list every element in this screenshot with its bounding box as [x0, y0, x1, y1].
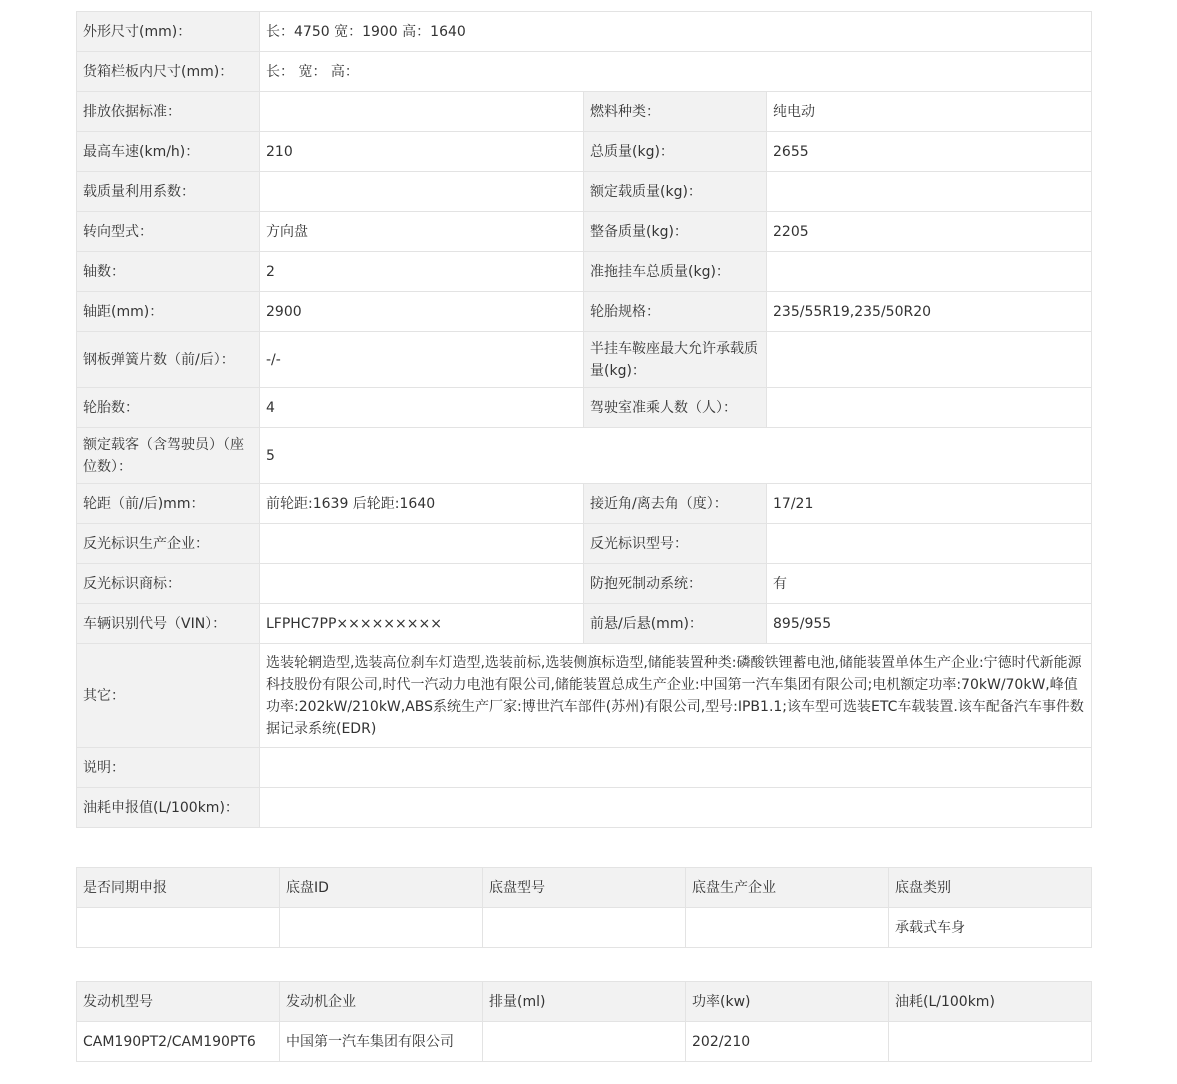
tirecount-label: 轮胎数： [77, 388, 260, 428]
steering-label: 转向型式： [77, 212, 260, 252]
chassis-header-row [77, 868, 1092, 908]
chassis-table [76, 867, 1092, 948]
spec-row-fuelcons [77, 788, 1092, 828]
curbmass-value: 2205 [767, 212, 1092, 252]
tirecount-value: 4 [260, 388, 584, 428]
tire-value: 235/55R19,235/50R20 [767, 292, 1092, 332]
abs-value: 有 [767, 564, 1092, 604]
ratedload-value [767, 172, 1092, 212]
chassis-cell: 承载式车身 [889, 908, 1092, 948]
refmodel-label: 反光标识型号： [584, 524, 767, 564]
engine-header-cell: 排量(ml) [483, 982, 686, 1022]
axles-label: 轴数： [77, 252, 260, 292]
seats-value: 5 [260, 428, 1092, 484]
refmaker-value [260, 524, 584, 564]
saddle-label: 半挂车鞍座最大允许承载质量(kg)： [584, 332, 767, 388]
cargo-label: 货箱栏板内尺寸(mm)： [77, 52, 260, 92]
spec-row-seats [77, 428, 1092, 484]
dims-label: 外形尺寸(mm)： [77, 12, 260, 52]
fuelcons-value [260, 788, 1092, 828]
spec-row-track [77, 484, 1092, 524]
spec-table [76, 11, 1092, 828]
chassis-cell [280, 908, 483, 948]
spec-row-refmaker [77, 524, 1092, 564]
spec-row-emission [77, 92, 1092, 132]
emission-value [260, 92, 584, 132]
engine-data-row [77, 1022, 1092, 1062]
totalmass-label: 总质量(kg)： [584, 132, 767, 172]
curbmass-label: 整备质量(kg)： [584, 212, 767, 252]
chassis-header-cell: 底盘ID [280, 868, 483, 908]
chassis-header-cell: 底盘型号 [483, 868, 686, 908]
fuelcons-label: 油耗申报值(L/100km)： [77, 788, 260, 828]
engine-cell: 202/210 [686, 1022, 889, 1062]
chassis-cell [686, 908, 889, 948]
engine-cell [483, 1022, 686, 1062]
maxspeed-label: 最高车速(km/h)： [77, 132, 260, 172]
spec-row-refbrand [77, 564, 1092, 604]
angle-label: 接近角/离去角（度）： [584, 484, 767, 524]
spec-row-tirecount [77, 388, 1092, 428]
refbrand-value [260, 564, 584, 604]
trailer-value [767, 252, 1092, 292]
totalmass-value: 2655 [767, 132, 1092, 172]
spring-label: 钢板弹簧片数（前/后）： [77, 332, 260, 388]
chassis-cell [483, 908, 686, 948]
chassis-header-cell: 底盘生产企业 [686, 868, 889, 908]
loadcoef-label: 载质量利用系数： [77, 172, 260, 212]
note-value [260, 748, 1092, 788]
note-label: 说明： [77, 748, 260, 788]
overhang-value: 895/955 [767, 604, 1092, 644]
tire-label: 轮胎规格： [584, 292, 767, 332]
loadcoef-value [260, 172, 584, 212]
spec-row-load [77, 172, 1092, 212]
wheelbase-value: 2900 [260, 292, 584, 332]
spec-row-vin [77, 604, 1092, 644]
engine-cell [889, 1022, 1092, 1062]
spec-row-wheelbase [77, 292, 1092, 332]
spec-row-other [77, 644, 1092, 748]
spec-row-spring [77, 332, 1092, 388]
track-value: 前轮距:1639 后轮距:1640 [260, 484, 584, 524]
vin-label: 车辆识别代号（VIN）： [77, 604, 260, 644]
refbrand-label: 反光标识商标： [77, 564, 260, 604]
refmodel-value [767, 524, 1092, 564]
vin-value: LFPHC7PP××××××××× [260, 604, 584, 644]
engine-header-cell: 发动机企业 [280, 982, 483, 1022]
engine-header-row [77, 982, 1092, 1022]
engine-cell: CAM190PT2/CAM190PT6 [77, 1022, 280, 1062]
axles-value: 2 [260, 252, 584, 292]
refmaker-label: 反光标识生产企业： [77, 524, 260, 564]
emission-label: 排放依据标准： [77, 92, 260, 132]
steering-value: 方向盘 [260, 212, 584, 252]
other-label: 其它： [77, 644, 260, 748]
seats-label: 额定载客（含驾驶员）（座位数）： [77, 428, 260, 484]
other-value: 选装轮辋造型,选装高位刹车灯造型,选装前标,选装侧旗标造型,储能装置种类:磷酸铁锂蓄电池,储能装置单体生产企业:宁德时代新能源科技股份有限公司,时代一汽动力电池有限公司,储能装置总成生产企业:中国第一汽车集团有限公司;电机额定功率:70kW/70kW,峰值功率:202kW/210kW,ABS系统生产厂家:博世汽车部件(苏州)有限公司,型号:IPB1.1;该车型可选装ETC车载装置.该车配备汽车事件数据记录系统(EDR) [260, 644, 1092, 748]
dims-value: 长：4750 宽：1900 高：1640 [260, 12, 1092, 52]
spec-row-dims [77, 12, 1092, 52]
trailer-label: 准拖挂车总质量(kg)： [584, 252, 767, 292]
fuel-label: 燃料种类： [584, 92, 767, 132]
spec-row-steering [77, 212, 1092, 252]
cab-value [767, 388, 1092, 428]
overhang-label: 前悬/后悬(mm)： [584, 604, 767, 644]
chassis-cell [77, 908, 280, 948]
spec-row-cargo [77, 52, 1092, 92]
engine-cell: 中国第一汽车集团有限公司 [280, 1022, 483, 1062]
cargo-value: 长： 宽： 高： [260, 52, 1092, 92]
spec-row-axles [77, 252, 1092, 292]
engine-header-cell: 功率(kw) [686, 982, 889, 1022]
wheelbase-label: 轴距(mm)： [77, 292, 260, 332]
abs-label: 防抱死制动系统： [584, 564, 767, 604]
angle-value: 17/21 [767, 484, 1092, 524]
maxspeed-value: 210 [260, 132, 584, 172]
saddle-value [767, 332, 1092, 388]
chassis-data-row [77, 908, 1092, 948]
chassis-header-cell: 底盘类别 [889, 868, 1092, 908]
fuel-value: 纯电动 [767, 92, 1092, 132]
spec-row-note [77, 748, 1092, 788]
engine-table [76, 981, 1092, 1062]
engine-header-cell: 发动机型号 [77, 982, 280, 1022]
spring-value: -/- [260, 332, 584, 388]
cab-label: 驾驶室准乘人数（人）： [584, 388, 767, 428]
engine-header-cell: 油耗(L/100km) [889, 982, 1092, 1022]
track-label: 轮距（前/后)mm： [77, 484, 260, 524]
ratedload-label: 额定载质量(kg)： [584, 172, 767, 212]
spec-row-speed [77, 132, 1092, 172]
chassis-header-cell: 是否同期申报 [77, 868, 280, 908]
